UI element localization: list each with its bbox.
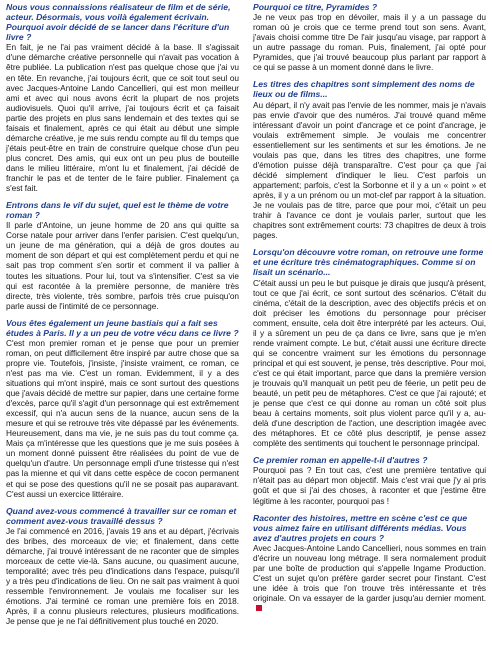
interview-answer: C'était aussi un peu le but puisque je dirais que jusqu'à présent, tout ce que j'ai écrit, ce sont surtout des scénarios. C'était du cinéma, c'était de la description, avec des objectifs précis et on doit préciser les émotions du personnage pour préciser comment, ensuite, cela doit être interprété par les acteurs. Oui, il y a sûrement un peu de ça dans ce livre, sans que je m'en rende vraiment compte. Le but, c'était aussi une écriture directe qui se concentre vraiment sur les émotions du personnage principal et qui est souvent, je pense, très descriptive. Pour moi, c'est ce qui était important, parce que dans la première version je trouvais qu'il manquait un petit peu de féerie, un petit peu de beauté, un petit peu de métaphores. C'est ce que j'ai rajouté; et je pense que c'est ce qui donne au roman un côté soit plus beau à certains moments, soit plus violent parce qu'il y a, au-delà d'une description de l'action, une description imagée avec des métaphores. Et ce côté plus descriptif, je pense assez complète des sentiments qui touchent le personnage principal. [253,277,486,449]
interview-answer: Il parle d'Antoine, un jeune homme de 20 ans qui quitte sa Corse natale pour arriver dans l'enfer parisien. C'est quelqu'un, un jeune de ma génération, qui a déjà de gros doutes au moment de son départ et qui est complètement perdu et qui ne sait pas trop comment s'en sortir et comment il va pallier à toutes les situations. Pour lui, tout va s'intensifier. C'est sa vie qui est racontée à la première personne, de manière très directe, très violente, très sombre, parfois très crue puisqu'on parle aussi de l'intimité de ce personnage. [6,220,239,311]
qa-block [253,2,486,72]
interview-answer: Pourquoi pas ? En tout cas, c'est une première tentative qui n'était pas au départ mon objectif. Mais c'est vrai que j'y ai pris goût et que si j'ai des choses, à raconter et que j'estime être légitime à les raconter, pourquoi pas ! [253,465,486,506]
qa-block [6,506,239,627]
interview-question: Nous vous connaissions réalisateur de film et de série, acteur. Désormais, vous voilà également écrivain. Pourquoi avoir décidé de se lancer dans l'écriture d'un livre ? [6,2,231,43]
interview-question: Pourquoi ce titre, Pyramides ? [253,2,378,12]
qa-block [6,200,239,311]
interview-question: Lorsqu'on découvre votre roman, on retrouve une forme et une écriture très cinématographiques. Comme si on lisait un scénario... [253,247,484,278]
interview-page [6,2,486,670]
interview-question: Raconter des histoires, mettre en scène c'est ce que vous aimez faire en utilisant différents médias. Vous avez d'autres projets en cours ? [253,512,468,543]
qa-block [253,247,486,448]
interview-answer-text: Avec Jacques-Antoine Lando Cancellieri, nous sommes en train d'écrire un nouveau long métrage. Il sera normalement produit par une boîte de production qui s'appelle Ingame Production. C'est un sujet qu'on préfère garder secret pour l'instant. C'est une idée à trois que l'on trouve très intéressante et très originale. On va essayer de la garder jusqu'au dernier moment. [253,542,486,604]
interview-question: Entrons dans le vif du sujet, quel est le thème de votre roman ? [6,200,229,221]
interview-answer: Je l'ai commencé en 2016, j'avais 19 ans et au départ, j'écrivais des bribes, des morceaux de vie; et finalement, dans cette démarche, j'ai trouvé intéressant de ne raconter que de simples morceaux de cette vie-là. Sans aucune, ou quasiment aucune, temporalité; avec très peu d'indications dans l'espace, puisqu'il y a très peu d'indications de lieu. On ne sait pas vraiment à quoi ressemble l'environnement. Je voulais me focaliser sur les émotions. J'ai terminé ce roman une première fois en 2018. Après, il a connu plusieurs relectures, plusieurs modifications. Je pense que je ne l'ai définitivement plus touché en 2020. [6,525,239,627]
qa-block [6,318,239,499]
qa-block [253,79,486,240]
interview-question: Les titres des chapitres sont simplement des noms de lieux ou de films... [253,79,475,100]
left-column [6,2,239,670]
qa-block [253,455,486,505]
interview-answer [253,543,486,613]
end-of-article-mark [256,605,262,611]
right-column [253,2,486,670]
qa-block [6,2,239,193]
interview-question: Quand avez-vous commencé à travailler sur ce roman et comment avez-vous travaillé dessus ? [6,505,237,526]
interview-answer: Je ne veux pas trop en dévoiler, mais il y a un passage du roman où je crois que ce terme prend tout son sens. Avant, j'avais choisi comme titre De l'air jusqu'au visage, par rapport à un autre passage du roman. Puis, finalement, j'ai opté pour Pyramides, que j'ai trouvé beaucoup plus parlant par rapport à ce qui se passe à un moment donné dans le livre. [253,12,486,73]
interview-answer: C'est mon premier roman et je pense que pour un premier roman, on peut difficilement être inspiré par autre chose que sa propre vie. Toutefois, j'insiste, j'insiste vraiment, ce roman, ce n'est pas ma vie. C'est un roman. Evidemment, il y a des situations qui m'ont inspiré, mais ce sont surtout des questions que j'avais décidé de mettre sur papier, dans une certaine forme d'excès, parce qu'il s'agit d'un personnage qui est extrêmement excessif, qui n'a aucun sens de la nuance, aucun sens de la mesure et qui se retrouve très vite dépassé par les événements. Heureusement, dans ma vie, je ne suis pas du tout comme ça. Mais ça m'intéresse que les questions que je me suis posées à un moment donné puissent être réalisées du point de vue de quelqu'un d'autre. Un personnage empli d'une tristesse qui n'est pas la mienne et qui vit dans cette espèce de cocon permanent et qui se pose des questions qu'il ne se posait pas auparavant. C'est aussi un exercice littéraire. [6,337,239,499]
qa-block [253,513,486,614]
interview-answer: En fait, je ne l'ai pas vraiment décidé à la base. Il s'agissait d'une démarche créative personnelle qui n'avait pas vocation à être publiée. La publication n'est pas quelque chose que j'ai vu en tête. En revanche, j'ai toujours écrit, que ce soit tout seul ou avec Jacques-Antoine Lando Cancellieri, qui est mon meilleur ami et avec qui nous avons écrit la plupart de nos projets audiovisuels. Quoi qu'il arrive, j'ai toujours écrit et ça faisait partie des projets en plus sans lendemain et des textes qui se faisais et finalement, après ce qui était au début une simple démarche créative, je me suis rendu compte au fil du temps que j'étais peut-être en train de construire quelque chose d'un peu plus concret. Des amis, qui eux ont un peu plus de bouteille dans le milieu littéraire, m'ont lu et finalement, j'ai décidé de franchir le pas et de tenter de le faire publier. Finalement ça s'est fait. [6,42,239,194]
interview-question: Ce premier roman en appelle-t-il d'autres ? [253,455,428,466]
interview-question: Vous êtes également un jeune bastiais qui a fait ses études à Paris. Il y a un peu de votre vécu dans ce livre ? [6,317,239,338]
interview-answer: Au départ, il n'y avait pas l'envie de les nommer, mais je n'avais pas envie d'avoir que des numéros. J'ai trouvé quand même intéressant d'avoir un point d'ancrage et ce point d'ancrage, je voulais extrêmement simple. Je voulais me concentrer essentiellement sur les sentiments et sur les émotions. Je ne voulais pas que, dans les titres des chapitres, une forme d'émotion puisse déjà transparaître. C'est pour ça que j'ai décidé simplement d'indiquer le lieu. C'est parfois un appartement; parfois, c'est la Sorbonne et il y a un « point » et après, il y a un prénom ou un mot-clef par rapport à la situation. Je ne voulais pas de titre, parce que pour moi, c'était un peu trahir à l'avance ce dont je voulais parler, surtout que les chapitres sont extrêmement courts: 73 chapitres de deux à trois pages. [253,99,486,241]
